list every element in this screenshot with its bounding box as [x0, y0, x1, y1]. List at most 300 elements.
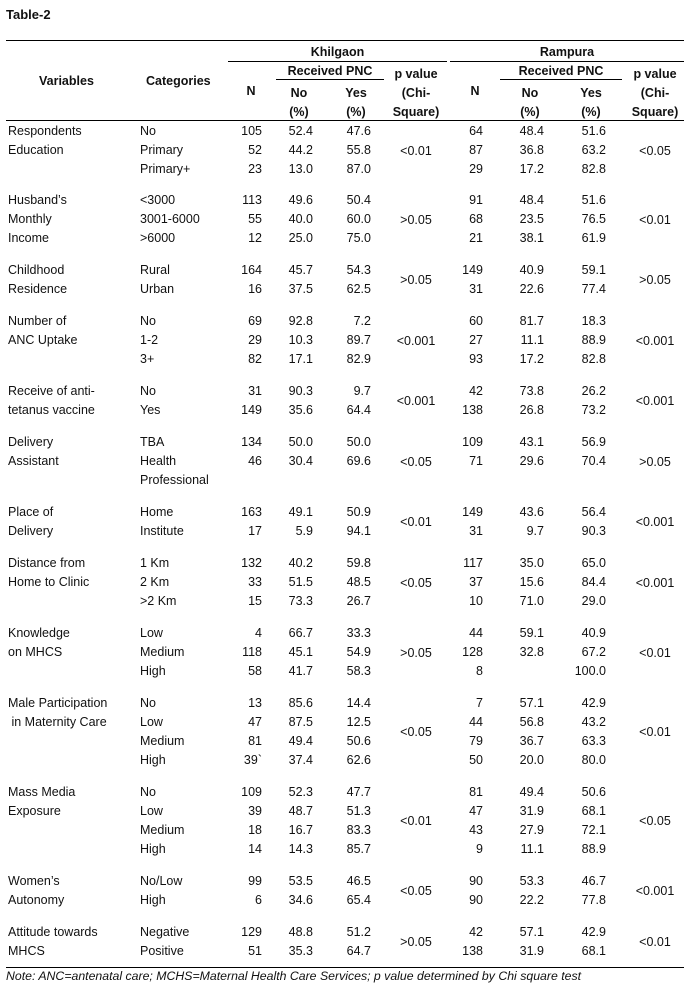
variable-group: [0, 433, 688, 490]
header-rampura-received-pnc: Received PNC: [518, 64, 604, 78]
khilgaon-yes-cell: 48.5: [346, 575, 371, 589]
table-row: [0, 783, 688, 802]
rampura-yes-cell: 77.8: [581, 893, 606, 907]
khilgaon-n-cell: 69: [248, 314, 262, 328]
rampura-no-cell: 49.4: [519, 785, 544, 799]
rampura-no-cell: 81.7: [519, 314, 544, 328]
table-row: [0, 331, 688, 350]
rampura-no-cell: 23.5: [519, 212, 544, 226]
rampura-n-cell: 81: [469, 785, 483, 799]
table-row: [0, 191, 688, 210]
header-khilgaon: Khilgaon: [310, 45, 365, 59]
category-cell: Yes: [140, 403, 161, 417]
khilgaon-no-cell: 50.0: [288, 435, 313, 449]
rampura-n-cell: 117: [463, 556, 483, 570]
rampura-n-cell: 149: [462, 505, 483, 519]
table-row: [0, 122, 688, 141]
rampura-yes-cell: 63.3: [581, 734, 606, 748]
rampura-rule: [450, 61, 684, 62]
variable-label-line: Delivery: [8, 524, 54, 538]
rampura-no-cell: 36.7: [519, 734, 544, 748]
khilgaon-no-cell: 52.3: [288, 785, 313, 799]
rampura-n-cell: 71: [469, 454, 483, 468]
rampura-yes-cell: 46.7: [581, 874, 606, 888]
khilgaon-no-cell: 49.1: [288, 505, 313, 519]
khilgaon-rule: [228, 61, 447, 62]
rampura-n-cell: 50: [469, 753, 483, 767]
header-rampura-n: N: [470, 84, 480, 98]
rampura-yes-cell: 56.4: [581, 505, 606, 519]
table-row: [0, 160, 688, 179]
khilgaon-no-cell: 44.2: [288, 143, 313, 157]
table-row: [0, 401, 688, 420]
variable-label-line: in Maternity Care: [8, 715, 107, 729]
khilgaon-n-cell: 4: [255, 626, 262, 640]
rampura-no-cell: 32.8: [519, 645, 544, 659]
khilgaon-n-cell: 23: [248, 162, 262, 176]
header-khilgaon-no: [279, 84, 319, 122]
rampura-n-cell: 90: [469, 874, 483, 888]
rampura-no-cell: 15.6: [519, 575, 544, 589]
rampura-pvalue-cell: <0.01: [639, 645, 671, 660]
rampura-n-cell: 43: [469, 823, 483, 837]
khilgaon-no-cell: 48.8: [288, 925, 313, 939]
rampura-pvalue-cell: >0.05: [639, 273, 671, 287]
khilgaon-n-cell: 113: [242, 193, 262, 207]
category-cell: Rural: [140, 263, 170, 277]
rampura-n-cell: 138: [462, 944, 483, 958]
rampura-no-cell: 43.6: [519, 505, 544, 519]
variable-group: [0, 783, 688, 859]
category-cell: Medium: [140, 645, 185, 659]
rampura-n-cell: 9: [476, 842, 483, 856]
rampura-no-cell: 57.1: [519, 925, 544, 939]
khilgaon-no-cell: 14.3: [288, 842, 313, 856]
table-row: [0, 891, 688, 910]
rampura-yes-cell: 59.1: [581, 263, 606, 277]
khilgaon-no-cell: 30.4: [288, 454, 313, 468]
rampura-n-cell: 31: [469, 282, 483, 296]
rampura-yes-cell: 51.6: [581, 124, 606, 138]
table-row: [0, 662, 688, 681]
khilgaon-yes-cell: 69.6: [346, 454, 371, 468]
table-row: [0, 643, 688, 662]
rampura-pvalue-cell: <0.01: [639, 725, 671, 739]
table-row: [0, 872, 688, 891]
khilgaon-yes-cell: 89.7: [346, 333, 371, 347]
khilgaon-yes-cell: 85.7: [346, 842, 371, 856]
header-khilgaon-no-line2: (%): [289, 105, 309, 119]
khilgaon-yes-cell: 75.0: [346, 231, 371, 245]
table-row: [0, 503, 688, 522]
rampura-n-cell: 47: [469, 804, 483, 818]
rampura-no-cell: 31.9: [519, 944, 544, 958]
header-khilgaon-yes-line1: Yes: [345, 86, 367, 100]
table-row: [0, 350, 688, 369]
variable-label-line: Autonomy: [8, 893, 65, 907]
khilgaon-no-cell: 40.0: [288, 212, 313, 226]
rampura-n-cell: 149: [462, 263, 483, 277]
khilgaon-pnc-rule: [276, 79, 384, 80]
khilgaon-n-cell: 149: [241, 403, 262, 417]
khilgaon-no-cell: 25.0: [288, 231, 313, 245]
variable-label-line: Distance from: [8, 556, 86, 570]
header-rampura: Rampura: [539, 45, 595, 59]
khilgaon-yes-cell: 46.5: [346, 874, 371, 888]
category-cell: Home: [140, 505, 174, 519]
category-cell: Primary+: [140, 162, 191, 176]
khilgaon-n-cell: 164: [241, 263, 262, 277]
khilgaon-n-cell: 105: [241, 124, 262, 138]
rampura-n-cell: 138: [462, 403, 483, 417]
rampura-no-cell: 17.2: [519, 352, 544, 366]
rampura-no-cell: 22.6: [519, 282, 544, 296]
khilgaon-yes-cell: 94.1: [346, 524, 371, 538]
rampura-pnc-rule: [500, 79, 622, 80]
table-note: Note: ANC=antenatal care; MCHS=Maternal Health Care Services; p value determined by Chi square test: [6, 969, 582, 983]
khilgaon-yes-cell: 87.0: [346, 162, 371, 176]
table-row: [0, 522, 688, 541]
khilgaon-pvalue-cell: <0.001: [396, 394, 436, 408]
khilgaon-n-cell: 46: [248, 454, 262, 468]
khilgaon-no-cell: 87.5: [288, 715, 313, 729]
khilgaon-yes-cell: 58.3: [346, 664, 371, 678]
variable-label-line: MHCS: [8, 944, 45, 958]
category-cell: 1 Km: [140, 556, 170, 570]
table-row: [0, 732, 688, 751]
rampura-no-cell: 48.4: [519, 193, 544, 207]
category-cell: Low: [140, 715, 163, 729]
table-row: [0, 141, 688, 160]
variable-label-line: Home to Clinic: [8, 575, 90, 589]
khilgaon-n-cell: 118: [242, 645, 262, 659]
category-cell: No: [140, 124, 156, 138]
khilgaon-yes-cell: 54.3: [346, 263, 371, 277]
table-row: [0, 802, 688, 821]
khilgaon-no-cell: 13.0: [288, 162, 313, 176]
rampura-n-cell: 44: [469, 715, 483, 729]
header-khilgaon-pvalue-line3: Square): [392, 105, 440, 119]
khilgaon-no-cell: 85.6: [288, 696, 313, 710]
header-rampura-yes: [571, 84, 611, 122]
rampura-n-cell: 79: [469, 734, 483, 748]
rampura-yes-cell: 65.0: [581, 556, 606, 570]
category-cell: High: [140, 753, 166, 767]
khilgaon-n-cell: 132: [241, 556, 262, 570]
category-cell: Urban: [140, 282, 175, 296]
header-categories: Categories: [146, 74, 211, 88]
variable-label-line: Delivery: [8, 435, 54, 449]
rampura-yes-cell: 67.2: [581, 645, 606, 659]
header-khilgaon-yes-line2: (%): [346, 105, 366, 119]
rampura-yes-cell: 42.9: [581, 696, 606, 710]
table-row: [0, 821, 688, 840]
variable-label-line: Childhood: [8, 263, 65, 277]
khilgaon-no-cell: 37.4: [288, 753, 313, 767]
table-row: [0, 592, 688, 611]
variable-group: [0, 872, 688, 910]
variable-label-line: Residence: [8, 282, 68, 296]
rampura-no-cell: 35.0: [519, 556, 544, 570]
variable-label-line: Assistant: [8, 454, 59, 468]
rampura-n-cell: 7: [476, 696, 483, 710]
khilgaon-no-cell: 49.6: [288, 193, 313, 207]
rampura-n-cell: 64: [469, 124, 483, 138]
khilgaon-no-cell: 34.6: [288, 893, 313, 907]
rampura-no-cell: 36.8: [519, 143, 544, 157]
rampura-pvalue-cell: <0.001: [635, 575, 675, 590]
header-rampura-yes-line1: Yes: [580, 86, 602, 100]
rampura-yes-cell: 56.9: [581, 435, 606, 449]
variable-label-line: Education: [8, 143, 64, 157]
khilgaon-no-cell: 53.5: [288, 874, 313, 888]
khilgaon-n-cell: 163: [241, 505, 262, 519]
category-cell: Professional: [140, 473, 209, 487]
khilgaon-n-cell: 14: [248, 842, 262, 856]
rampura-no-cell: 57.1: [519, 696, 544, 710]
rampura-no-cell: 73.8: [519, 384, 544, 398]
rampura-pvalue-cell: <0.01: [639, 935, 671, 949]
khilgaon-n-cell: 82: [248, 352, 262, 366]
khilgaon-n-cell: 13: [248, 696, 262, 710]
khilgaon-n-cell: 31: [248, 384, 262, 398]
category-cell: No/Low: [140, 874, 183, 888]
rampura-yes-cell: 42.9: [581, 925, 606, 939]
rampura-yes-cell: 40.9: [581, 626, 606, 640]
rampura-yes-cell: 61.9: [581, 231, 606, 245]
khilgaon-no-cell: 45.7: [288, 263, 313, 277]
rampura-no-cell: 26.8: [519, 403, 544, 417]
rampura-no-cell: 27.9: [519, 823, 544, 837]
header-rampura-pvalue: [624, 65, 686, 122]
khilgaon-n-cell: 129: [241, 925, 262, 939]
rampura-no-cell: 31.9: [519, 804, 544, 818]
rampura-yes-cell: 82.8: [581, 162, 606, 176]
header-khilgaon-pvalue: [386, 65, 446, 122]
khilgaon-no-cell: 51.5: [288, 575, 313, 589]
khilgaon-pvalue-cell: <0.05: [400, 454, 432, 469]
category-cell: >2 Km: [140, 594, 177, 608]
rampura-yes-cell: 26.2: [581, 384, 606, 398]
variable-label-line: Income: [8, 231, 49, 245]
khilgaon-yes-cell: 59.8: [346, 556, 371, 570]
rampura-yes-cell: 84.4: [581, 575, 606, 589]
rampura-pvalue-cell: >0.05: [639, 454, 671, 469]
khilgaon-n-cell: 134: [241, 435, 262, 449]
rampura-pvalue-cell: <0.001: [635, 884, 675, 898]
category-cell: 1-2: [140, 333, 159, 347]
khilgaon-yes-cell: 60.0: [346, 212, 371, 226]
category-cell: Medium: [140, 734, 185, 748]
rampura-n-cell: 42: [469, 925, 483, 939]
khilgaon-pvalue-cell: <0.001: [396, 333, 436, 348]
rampura-yes-cell: 88.9: [581, 842, 606, 856]
khilgaon-n-cell: 81: [248, 734, 262, 748]
rampura-no-cell: 53.3: [519, 874, 544, 888]
rampura-pvalue-cell: <0.01: [639, 212, 671, 227]
khilgaon-n-cell: 52: [248, 143, 262, 157]
rampura-no-cell: 17.2: [519, 162, 544, 176]
variable-group: [0, 191, 688, 248]
category-cell: No: [140, 384, 156, 398]
khilgaon-pvalue-cell: >0.05: [400, 273, 432, 287]
category-cell: >6000: [140, 231, 176, 245]
variable-label-line: Respondents: [8, 124, 82, 138]
khilgaon-yes-cell: 47.6: [346, 124, 371, 138]
header-rampura-no: [510, 84, 550, 122]
table-row: [0, 210, 688, 229]
khilgaon-no-cell: 52.4: [288, 124, 313, 138]
variable-group: [0, 503, 688, 541]
rampura-no-cell: 9.7: [526, 524, 544, 538]
variable-group: [0, 554, 688, 611]
rampura-n-cell: 21: [469, 231, 483, 245]
rampura-no-cell: 22.2: [519, 893, 544, 907]
category-cell: 3+: [140, 352, 155, 366]
category-cell: No: [140, 314, 156, 328]
khilgaon-yes-cell: 51.3: [346, 804, 371, 818]
rampura-n-cell: 44: [469, 626, 483, 640]
rampura-pvalue-cell: <0.001: [635, 333, 675, 348]
table-row: [0, 923, 688, 942]
khilgaon-no-cell: 17.1: [288, 352, 313, 366]
variable-label-line: Monthly: [8, 212, 52, 226]
khilgaon-pvalue-cell: >0.05: [400, 212, 432, 227]
header-rampura-pvalue-line2: (Chi-: [640, 86, 670, 100]
rampura-no-cell: 29.6: [519, 454, 544, 468]
khilgaon-no-cell: 37.5: [288, 282, 313, 296]
khilgaon-no-cell: 35.6: [288, 403, 313, 417]
category-cell: Negative: [140, 925, 190, 939]
variable-group: [0, 694, 688, 770]
table-row: [0, 942, 688, 961]
category-cell: Medium: [140, 823, 185, 837]
khilgaon-yes-cell: 65.4: [346, 893, 371, 907]
header-rampura-no-line2: (%): [520, 105, 540, 119]
khilgaon-n-cell: 58: [248, 664, 262, 678]
khilgaon-no-cell: 5.9: [295, 524, 313, 538]
rampura-yes-cell: 70.4: [581, 454, 606, 468]
rampura-yes-cell: 82.8: [581, 352, 606, 366]
khilgaon-no-cell: 48.7: [288, 804, 313, 818]
rampura-no-cell: 11.1: [520, 333, 544, 347]
header-khilgaon-no-line1: No: [290, 86, 308, 100]
variable-label-line: Husband’s: [8, 193, 67, 207]
rampura-yes-cell: 68.1: [581, 944, 606, 958]
variable-label-line: Mass Media: [8, 785, 76, 799]
khilgaon-no-cell: 92.8: [288, 314, 313, 328]
khilgaon-n-cell: 55: [248, 212, 262, 226]
header-rampura-pvalue-line1: p value: [633, 67, 677, 81]
table-row: [0, 554, 688, 573]
khilgaon-yes-cell: 51.2: [346, 925, 371, 939]
khilgaon-no-cell: 90.3: [288, 384, 313, 398]
variable-label-line: Receive of anti-: [8, 384, 95, 398]
rampura-yes-cell: 80.0: [581, 753, 606, 767]
rampura-no-cell: 48.4: [519, 124, 544, 138]
category-cell: 2 Km: [140, 575, 170, 589]
category-cell: High: [140, 893, 166, 907]
table-row: [0, 312, 688, 331]
category-cell: Low: [140, 626, 163, 640]
rampura-yes-cell: 43.2: [581, 715, 606, 729]
header-khilgaon-pvalue-line1: p value: [394, 67, 438, 81]
rampura-n-cell: 91: [469, 193, 483, 207]
khilgaon-n-cell: 18: [248, 823, 262, 837]
khilgaon-pvalue-cell: >0.05: [400, 935, 432, 949]
khilgaon-no-cell: 66.7: [288, 626, 313, 640]
table-row: [0, 382, 688, 401]
rampura-n-cell: 29: [469, 162, 483, 176]
variable-label-line: Place of: [8, 505, 54, 519]
variable-label-line: Male Participation: [8, 696, 108, 710]
khilgaon-n-cell: 109: [241, 785, 262, 799]
rampura-yes-cell: 73.2: [581, 403, 606, 417]
bottom-rule: [6, 967, 684, 968]
variable-label-line: on MHCS: [8, 645, 63, 659]
category-cell: Low: [140, 804, 163, 818]
rampura-n-cell: 60: [469, 314, 483, 328]
rampura-yes-cell: 51.6: [581, 193, 606, 207]
khilgaon-yes-cell: 50.4: [346, 193, 371, 207]
header-khilgaon-n: N: [246, 84, 256, 98]
khilgaon-n-cell: 39`: [243, 753, 262, 767]
rampura-no-cell: 59.1: [519, 626, 544, 640]
category-cell: Positive: [140, 944, 184, 958]
khilgaon-yes-cell: 26.7: [346, 594, 371, 608]
rampura-no-cell: 40.9: [519, 263, 544, 277]
rampura-n-cell: 27: [469, 333, 483, 347]
rampura-yes-cell: 76.5: [581, 212, 606, 226]
variable-group: [0, 624, 688, 681]
khilgaon-yes-cell: 12.5: [346, 715, 371, 729]
rampura-n-cell: 87: [469, 143, 483, 157]
category-cell: No: [140, 696, 156, 710]
header-khilgaon-received-pnc: Received PNC: [287, 64, 373, 78]
table-row: [0, 452, 688, 471]
rampura-yes-cell: 68.1: [581, 804, 606, 818]
khilgaon-n-cell: 6: [255, 893, 262, 907]
table-row: [0, 433, 688, 452]
khilgaon-pvalue-cell: <0.01: [400, 814, 432, 828]
variable-label-line: Number of: [8, 314, 67, 328]
khilgaon-no-cell: 49.4: [288, 734, 313, 748]
khilgaon-no-cell: 10.3: [288, 333, 313, 347]
category-cell: High: [140, 664, 166, 678]
khilgaon-no-cell: 41.7: [288, 664, 313, 678]
khilgaon-yes-cell: 7.2: [353, 314, 371, 328]
rampura-n-cell: 128: [462, 645, 483, 659]
rampura-n-cell: 8: [476, 664, 483, 678]
khilgaon-n-cell: 99: [248, 874, 262, 888]
variable-group: [0, 923, 688, 961]
rampura-no-cell: 11.1: [520, 842, 544, 856]
variable-label-line: Women’s: [8, 874, 60, 888]
khilgaon-yes-cell: 55.8: [346, 143, 371, 157]
khilgaon-yes-cell: 14.4: [346, 696, 371, 710]
category-cell: 3001-6000: [140, 212, 200, 226]
khilgaon-yes-cell: 50.9: [346, 505, 371, 519]
khilgaon-yes-cell: 54.9: [346, 645, 371, 659]
khilgaon-n-cell: 12: [248, 231, 262, 245]
khilgaon-no-cell: 35.3: [288, 944, 313, 958]
rampura-no-cell: 43.1: [519, 435, 544, 449]
category-cell: Primary: [140, 143, 184, 157]
khilgaon-yes-cell: 64.7: [346, 944, 371, 958]
khilgaon-pvalue-cell: >0.05: [400, 645, 432, 660]
category-cell: <3000: [140, 193, 176, 207]
table-body: [0, 122, 688, 961]
